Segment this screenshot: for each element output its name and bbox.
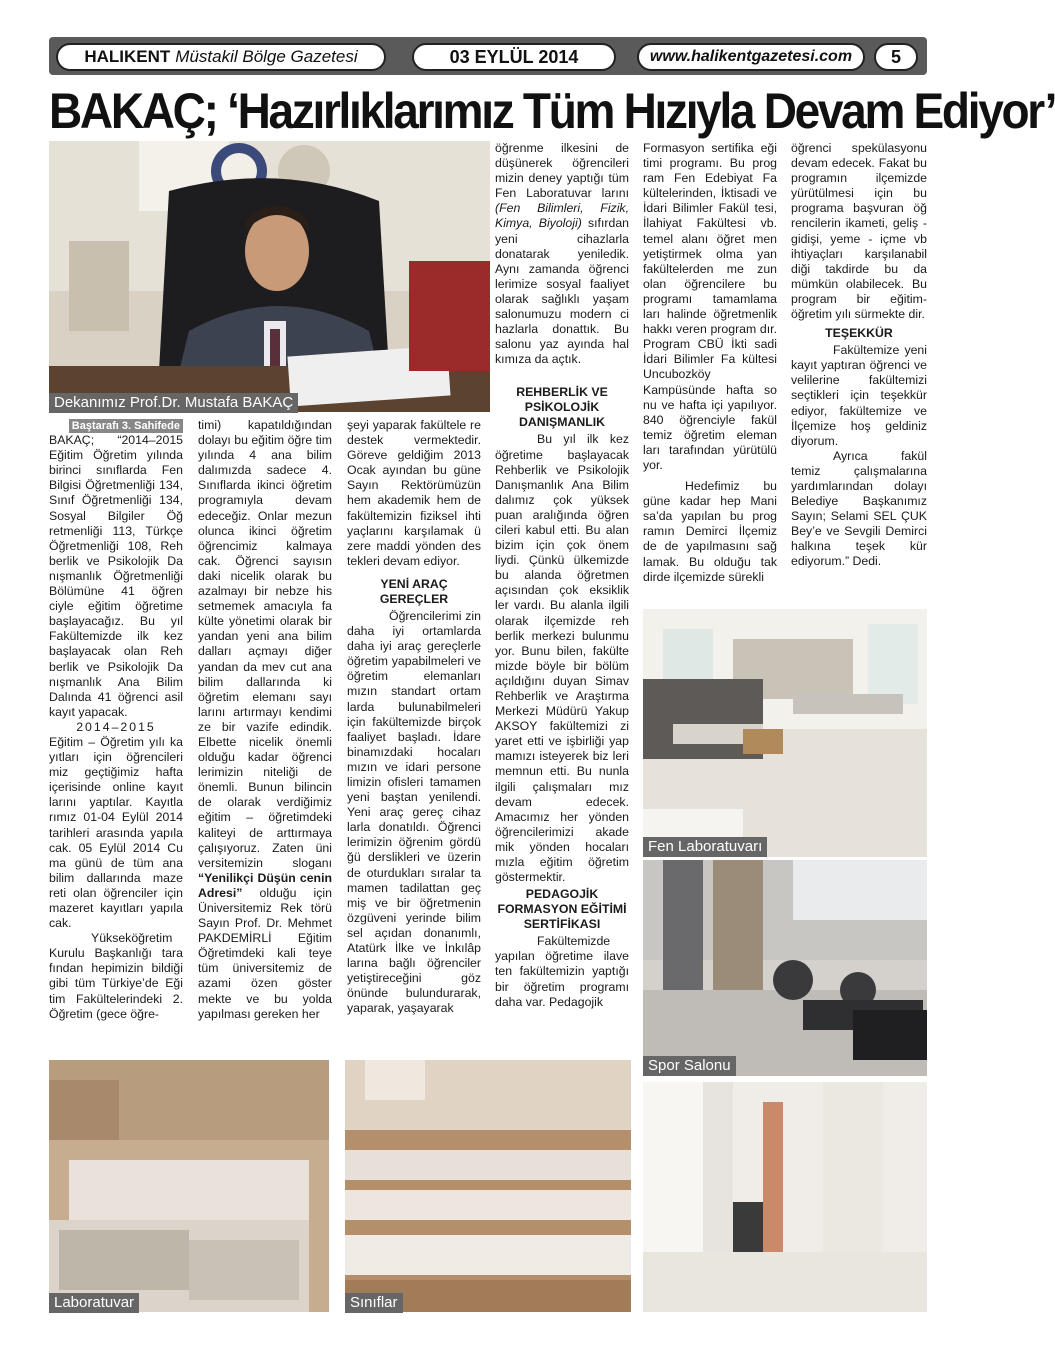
col1-paragraph-2: Eğitim – Öğretim yılı ka yıtları için öğrencileri miz geçtiğimiz hafta içerisinde online kayıt larını yaptılar. Kayıtla rımız 01-04 Eylül 2014 tarihleri arasında yapıla cak. 05 Eylül 2014 Cu ma günü de tüm ana bilim dallarında maze reti olan öğrenciler için mazeret kayıtları yapıla cak.: [49, 734, 183, 931]
col1-paragraph-1: BAKAÇ; “2014–2015 Eğitim Öğretim yılında birinci sınıflarda Fen Bilgisi Öğretmenliği 134, Sınıf Öğretmenliği 134, Sosyal Bilgiler Öğ retmenliği 113, Türkçe Öğretmenliği 108, Reh berlik ve Psikolojik Da nışmanlık Öğretmenliği Bölümüne 41 öğren ciyle eğitim öğretime başlayacağız. Bu yıl Fakültemizde ilk kez başlayacak olan Reh berlik ve Psikolojik Da nışmanlık Ana Bilim Dalında 41 öğrenci asil kayıt yapacak.: [49, 433, 183, 719]
col1-paragraph-3: Yükseköğretim Kurulu Başkanlığı tara fından hepimizin bildiği gibi tüm Türkiye’de Eği tim Fakültelerindeki 2. Öğretim (gece öğre-: [49, 931, 183, 1021]
gym-caption: Spor Salonu: [643, 1056, 736, 1076]
col5-paragraph-1: Formasyon sertifika eği timi programı. Bu prog ram Fen Edebiyat Fa kültelerinden, İktisadi ve İdari Bilimler Fakül tesi, İlahiyat Fakültesi vb. temel alanı öğret men yetiştirmek olma yan fakültelerden me zun olan öğrencilere bu programı tamamlama ları halinde öğretmenlik hakkı veren program dır. Program CBÜ İkti sadi İdari Bilimler Fa kültesi Uncubozköy Kampüsünde hafta so nu ve hafta içi yapılıyor. 840 öğrenciyle fakül temiz öğretim eleman ları tarafından yürütülü yor.: [643, 141, 777, 472]
section-heading-thanks: TEŞEKKÜR: [825, 326, 893, 341]
col5-paragraph-2: Hedefimiz bu güne kadar hep Mani sa’da yapılan bu prog ramın Demirci İlçemiz de de yapılmasını sağ lamak. Bu olduğu tak dirde ilçemizde sürekli: [643, 479, 777, 584]
website-link[interactable]: www.halikentgazetesi.com: [637, 43, 865, 71]
article-column-1: [49, 418, 183, 1054]
page-number: 5: [874, 43, 918, 71]
article-column-3: [347, 418, 481, 1054]
col6-paragraph-1: öğrenci spekülasyonu devam edecek. Fakat bu programın ilçemizde yürütülmesi için bu programa başvuran öğ rencilerin ikameti, geliş -gidişi, yeme - içme vb ihtiyaçları karşılanabil diği takdirde bu da mümkün olabilecek. Bu program bir eğitim-öğretim yılı sürmekte dir.: [791, 141, 927, 322]
article-column-6: [791, 141, 927, 606]
dean-photo-caption: Dekanımız Prof.Dr. Mustafa BAKAÇ: [49, 393, 298, 413]
col6-paragraph-3: Ayrıca fakül temiz çalışmalarına yardımlarından dolayı Belediye Başkanımız Sayın; Selami SEL ÇUK Bey’e ve Sevgili Demirci halkına teşek kür ediyorum.” Dedi.: [791, 448, 927, 569]
article-column-5: [643, 141, 777, 606]
section-heading-counseling: REHBERLİK VE PSİKOLOJİK DANIŞMANLIK: [516, 385, 608, 430]
paper-name-pill: [56, 43, 386, 71]
science-lab-photo: [643, 609, 927, 857]
continued-from-tag: Baştarafı 3. Sahifede: [69, 419, 183, 433]
issue-date: 03 EYLÜL 2014: [412, 43, 616, 71]
col4-paragraph-3: Fakültemizde yapılan öğretime ilave ten fakültemizin yaptığı bir öğretim programı daha var. Pedagojik: [495, 934, 629, 1009]
col1-year-heading: 2014–2015: [76, 719, 156, 734]
section-heading-equipment: YENİ ARAÇ GEREÇLER: [379, 576, 449, 606]
col4-paragraph-1-end: sıfırdan yeni cihazlarla donatarak yeniledik. Aynı zamanda öğrenci lerimize sosyal faaliyet olarak sağlıklı yaşam salonumuzu modern ci hazlarla donattık. Bu salonu yaz ayında hal kımıza da açtık.: [495, 216, 629, 367]
col3-paragraph-1: şeyi yaparak fakültele re destek vermektedir. Göreve geldiğim 2013 Ocak ayından bu güne Sayın Rektörümüzün hem akademik hem de fakültemizin fiziksel ihti yaçlarını karşılamak ü zere maddi yönden des tekleri devam ediyor.: [347, 418, 481, 568]
classrooms-caption: Sınıflar: [345, 1293, 403, 1313]
col3-paragraph-2: Öğrencilerimi zin daha iyi ortamlarda daha iyi araç gereçlerle öğretim yapabilmeleri ve öğretim elemanları mızın standart ortam larda bulunabilmeleri için fakültemizde birçok faaliyet başladı. İdare binamızdaki hocaları mızın ve idari persone limizin ofisleri tamamen yeni baştan yenilendi. Yeni araç gereç cihaz larla donatıldı. Öğrenci lerimizin öğrenim gördü ğü derslikleri ve üzerin de oturdukları sıralar ta mamen tadilattan geç miş ve bir öğretmenin özgüveni yerinde bilim sel açıdan donanımlı, Atatürk İlke ve İnkılâp larına bağlı öğrenciler yetiştireceğini göz önünde bulundurarak, yaparak, yaşayarak: [347, 608, 481, 1016]
section-heading-pedagogy: PEDAGOJİK FORMASYON EĞİTİMİ SERTİFİKASI: [497, 887, 627, 932]
paper-subtitle: Müstakil Bölge Gazetesi: [175, 47, 358, 66]
col4-paragraph-2: Bu yıl ilk kez öğretime başlayacak Rehberlik ve Psikolojik Danışmanlık Ana Bilim dalımız çok yüksek puan aralığında öğren cileri kabul etti. Bu alan bizim için çok önem liydi. Çünkü ülkemizde bu alanda öğretmen açısından çok eksiklik ler vardı. Bu alanla ilgili olarak ilçemizde reh berlik merkezi bulunmu yor. Bunu bilen, fakülte mizde böyle bir bölüm açıldığını duyan Simav Rehberlik ve Araştırma Merkezi Müdürü Yakup AKSOY fakültemizi zi yaret etti ve işbirliği yap mamızı isteyerek biz leri memnun etti. Bu nunla ilgili çalışmaları mız devam edecek. Amacımız her yönden öğrencilerimizi akade mik yönden hocaları mızla eğitim öğretim göstermektir.: [495, 432, 629, 885]
article-column-4: [495, 141, 629, 1054]
science-lab-caption: Fen Laboratuvarı: [643, 837, 767, 857]
washroom-photo: [643, 1082, 927, 1312]
paper-name: HALIKENT: [84, 47, 171, 66]
university-slogan: “Yenilikçi Düşün cenin Adresi”: [198, 870, 332, 900]
laboratory-caption: Laboratuvar: [49, 1293, 139, 1313]
gym-photo: [643, 860, 927, 1076]
laboratory-photo: [49, 1060, 329, 1312]
dean-photo: [49, 141, 490, 412]
col6-paragraph-2: Fakültemize yeni kayıt yaptıran öğrenci ve velilerine fakültemizi seçtikleri için teşekkür ediyor, fakültemize ve İlçemize hoş geldiniz diyorum.: [791, 343, 927, 448]
article-column-2: [198, 418, 332, 1054]
col4-paragraph-1: öğrenme ilkesini de düşünerek öğrencileri mizin deney yaptığı tüm Fen Laboratuvar larını: [495, 141, 629, 201]
col2-paragraph-1: timi) kapatıldığından dolayı bu eğitim öğre tim yılında 4 ana bilim dalımızda sadece 4. Sınıflarda ikinci öğretim programıyla devam edeceğiz. Onlar mezun olunca ikinci öğretim öğrencimiz kalmaya cak. Öğrenci sayısın daki nicelik olarak bu azalmayı bir nebze his setmemek amacıyla fa külte yönetimi olarak bir yandan yeni ana bilim dalları açmayı diğer yandan da mev cut ana bilim dallarında ki öğretim elemanı sayı larını artırmayı kendimi ze bir vazife edindik. Elbette nicelik önemli olduğu kadar öğrenci lerimizin niteliği de önemli. Bunun bilincin de olarak verdiğimiz eğitim – öğretimdeki kaliteyi de arttırmaya çalışıyoruz. Zaten üni versitemizin sloganı: [198, 418, 332, 870]
article-headline: BAKAÇ; ‘Hazırlıklarımız Tüm Hızıyla Devam Ediyor’: [49, 83, 1055, 139]
col2-paragraph-2: olduğu için Üniversitemiz Rek törü Sayın Prof. Dr. Mehmet PAKDEMİRLİ Eğitim Öğretimdeki kali teye tüm üniversitemiz de azami özen göster mekte ve bu yolda yapılması gereken her: [198, 885, 333, 1021]
lab-list: (Fen Bilimleri, Fizik, Kimya, Biyoloji): [495, 201, 629, 231]
classrooms-photo: [345, 1060, 631, 1312]
